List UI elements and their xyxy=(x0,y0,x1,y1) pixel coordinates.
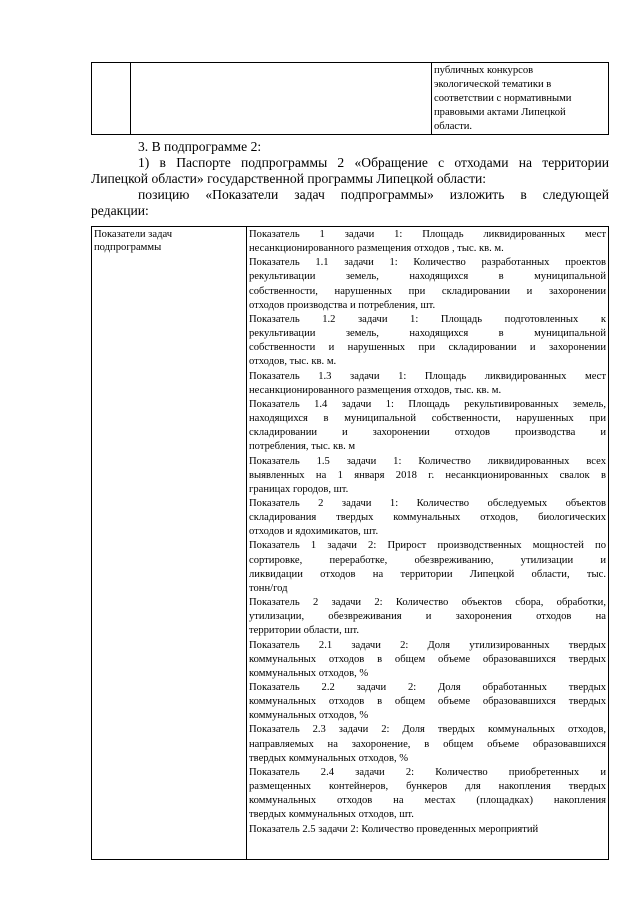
indicator-line: Показатель 2.2 задачи 2: Доля обработанных твердых xyxy=(249,682,606,693)
indicator-line: тонн/год xyxy=(249,582,288,594)
indicator-line: несанкционированного размещения отходов, тыс. кв. м. xyxy=(249,384,502,396)
section-heading: 3. В подпрограмме 2: xyxy=(138,139,262,154)
label-line: Показатели задач xyxy=(94,229,173,240)
indicators-table xyxy=(91,226,609,860)
indicator-line: сортировке, переработке, обезвреживанию, утилизации и xyxy=(249,554,606,566)
indicator-line: отходов и ядохимикатов, шт. xyxy=(249,526,379,538)
indicator-line: Показатель 1.2 задачи 1: Площадь подготовленных к xyxy=(249,313,606,325)
indicator-line: твердых коммунальных отходов, % xyxy=(249,752,409,764)
indicator-item xyxy=(249,313,606,370)
indicator-line: границах городов, шт. xyxy=(249,483,349,495)
indicator-line: собственности и нарушенных при складировании и захоронении xyxy=(249,342,606,354)
continued-table xyxy=(91,62,609,135)
label-line: подпрограммы xyxy=(94,242,162,253)
indicator-item xyxy=(249,228,606,256)
indicator-line: рекультивации земель, находящихся в муниципальной xyxy=(249,328,606,340)
indicator-item xyxy=(249,596,606,638)
indicator-item xyxy=(249,497,606,539)
indicator-line: твердых коммунальных отходов, шт. xyxy=(249,809,414,821)
indicator-item xyxy=(249,823,606,837)
indicator-line: Показатель 1 задачи 2: Прирост производственных мощностей по xyxy=(249,540,606,552)
indicator-line: Показатель 1 задачи 1: Площадь ликвидированных мест xyxy=(249,229,606,240)
indicator-line: Показатель 1.4 задачи 1: Площадь рекультивированных земель, xyxy=(249,398,606,410)
continued-table-cell-name xyxy=(131,63,432,135)
indicator-line: ликвидации отходов на территории Липецкой области, тыс. xyxy=(249,568,606,580)
indicator-line: несанкционированного размещения отходов , тыс. кв. м. xyxy=(249,243,504,255)
indicator-line: направляемых на захоронение, в общем объеме образовавшихся xyxy=(249,738,606,750)
cell-line: соответствии с нормативными xyxy=(434,93,572,104)
indicator-item xyxy=(249,256,606,313)
indicator-item xyxy=(249,539,606,596)
indicator-item xyxy=(249,723,606,765)
indicator-line: Показатель 2.5 задачи 2: Количество проведенных мероприятий xyxy=(249,823,539,835)
continued-table-cell-indicator xyxy=(432,63,609,135)
indicator-line: Показатель 2.4 задачи 2: Количество приобретенных и xyxy=(249,766,606,778)
indicator-item xyxy=(249,639,606,681)
indicators-table-values-cell xyxy=(247,227,609,860)
paragraph-1-line-1: 1) в Паспорте подпрограммы 2 «Обращение с отходами на территории xyxy=(138,155,609,170)
indicator-line: коммунальных отходов в общем объеме образовавшихся твердых xyxy=(249,653,606,665)
indicator-line: Показатель 2.3 задачи 2: Доля твердых коммунальных отходов, xyxy=(249,724,606,736)
cell-line: правовыми актами Липецкой xyxy=(434,107,566,118)
indicator-line: Показатель 1.3 задачи 1: Площадь ликвидированных мест xyxy=(249,370,606,382)
indicator-line: выявленных на 1 января 2018 г. несанкционированных свалок в xyxy=(249,469,606,481)
indicator-line: коммунальных отходов, % xyxy=(249,710,369,722)
indicator-line: складировании и захоронении отходов производства и xyxy=(249,427,606,439)
indicator-line: собственности, нарушенных при складировании и захоронении xyxy=(249,285,606,297)
paragraph-2-line-1: позицию «Показатели задач подпрограммы» изложить в следующей xyxy=(138,187,609,202)
indicator-line: коммунальных отходов в общем объеме образовавшихся твердых xyxy=(249,696,606,708)
indicator-line: находящихся в муниципальной собственности, нарушенных при xyxy=(249,413,606,425)
paragraph-2-line-2: редакции: xyxy=(91,203,149,218)
indicator-item xyxy=(249,681,606,723)
indicator-line: складирования твердых коммунальных отходов, биологических xyxy=(249,512,606,524)
indicator-item xyxy=(249,370,606,398)
cell-line: экологической тематики в xyxy=(434,79,552,90)
indicator-item xyxy=(249,455,606,497)
indicator-line: Показатель 1.5 задачи 1: Количество ликвидированных всех xyxy=(249,455,606,467)
indicator-line: Показатель 2 задачи 2: Количество объектов сбора, обработки, xyxy=(249,597,606,609)
indicator-line: коммунальных отходов на местах (площадках) накопления xyxy=(249,795,606,807)
indicator-line: Показатель 2.1 задачи 2: Доля утилизированных твердых xyxy=(249,639,606,651)
cell-line: области. xyxy=(434,121,473,132)
paragraph-1-line-2: Липецкой области» государственной программы Липецкой области: xyxy=(91,171,487,186)
indicator-line: отходов, тыс. кв. м. xyxy=(249,356,337,368)
indicator-line: потребления, тыс. кв. м xyxy=(249,441,356,453)
indicator-item xyxy=(249,766,606,823)
indicator-line: коммунальных отходов, % xyxy=(249,667,369,679)
indicator-item xyxy=(249,398,606,455)
continued-table-cell-number xyxy=(92,63,131,135)
indicators-table-label-cell xyxy=(92,227,247,860)
cell-line: публичных конкурсов xyxy=(434,65,534,76)
indicator-line: Показатель 2 задачи 1: Количество обследуемых объектов xyxy=(249,497,606,509)
indicator-line: территории области, шт. xyxy=(249,625,360,637)
indicator-line: утилизации, обезвреживания и захоронения отходов на xyxy=(249,611,606,623)
indicator-line: отходов производства и потребления, шт. xyxy=(249,299,436,311)
indicator-line: Показатель 1.1 задачи 1: Количество разработанных проектов xyxy=(249,257,606,269)
indicator-line: рекультивации земель, находящихся в муниципальной xyxy=(249,271,606,283)
indicator-line: размещенных контейнеров, бункеров для накопления твердых xyxy=(249,781,606,793)
